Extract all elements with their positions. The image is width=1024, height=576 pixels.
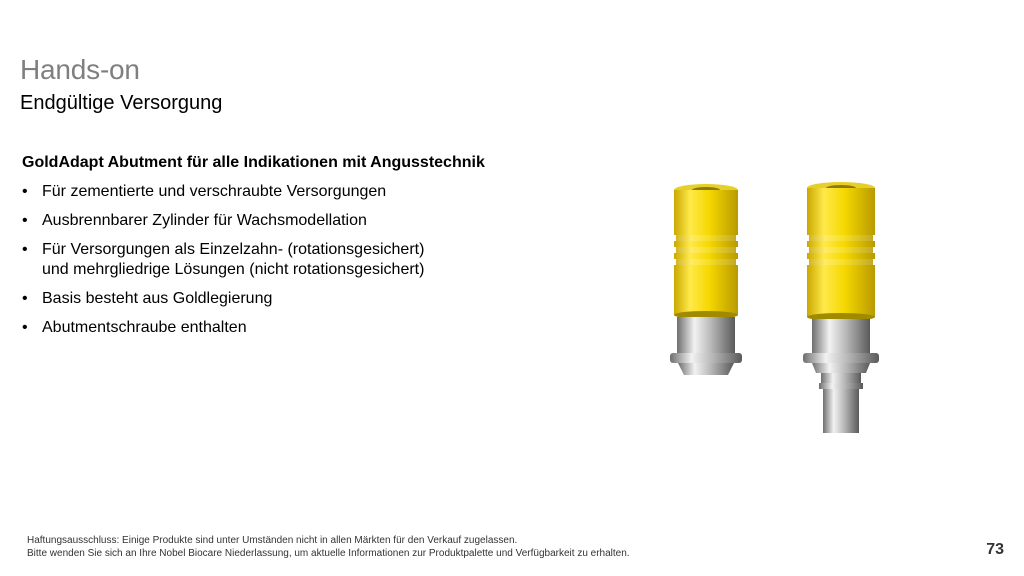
abutment-left: [670, 184, 742, 375]
slide-title: Hands-on: [20, 54, 140, 85]
bullet-item: [22, 211, 582, 231]
bullet-dot: •: [22, 319, 28, 336]
bullet-list: [22, 182, 582, 338]
abutment-illustration: [660, 175, 890, 445]
bullet-dot: •: [22, 183, 28, 200]
bullet-text: Ausbrennbarer Zylinder für Wachsmodellation: [42, 212, 367, 229]
bullet-text: Für Versorgungen als Einzelzahn- (rotationsgesichert): [42, 241, 425, 258]
bullet-text: Für zementierte und verschraubte Versorgungen: [42, 183, 387, 200]
page-number: 73: [986, 541, 1004, 558]
disclaimer-line: Haftungsausschluss: Einige Produkte sind unter Umständen nicht in allen Märkten für den Verkauf zugelassen.: [27, 535, 518, 546]
disclaimer: [27, 534, 630, 560]
abutment-right: [803, 182, 879, 433]
slide-subtitle: Endgültige Versorgung: [20, 92, 223, 114]
disclaimer-line: Bitte wenden Sie sich an Ihre Nobel Biocare Niederlassung, um aktuelle Informationen zur Produktpalette und Verfügbarkeit zu erhalten.: [27, 548, 630, 559]
bullet-item: [22, 240, 582, 280]
content-block: [22, 153, 582, 347]
content-heading: GoldAdapt Abutment für alle Indikationen mit Angusstechnik: [22, 154, 485, 171]
bullet-dot: •: [22, 241, 28, 258]
bullet-dot: •: [22, 212, 28, 229]
bullet-text: Abutmentschraube enthalten: [42, 319, 247, 336]
bullet-text-continued: und mehrgliedrige Lösungen (nicht rotationsgesichert): [42, 261, 425, 278]
abutment-product-image: [660, 175, 890, 445]
bullet-item: [22, 289, 582, 309]
bullet-text: Basis besteht aus Goldlegierung: [42, 290, 273, 307]
bullet-item: [22, 182, 582, 202]
bullet-dot: •: [22, 290, 28, 307]
bullet-item: [22, 318, 582, 338]
